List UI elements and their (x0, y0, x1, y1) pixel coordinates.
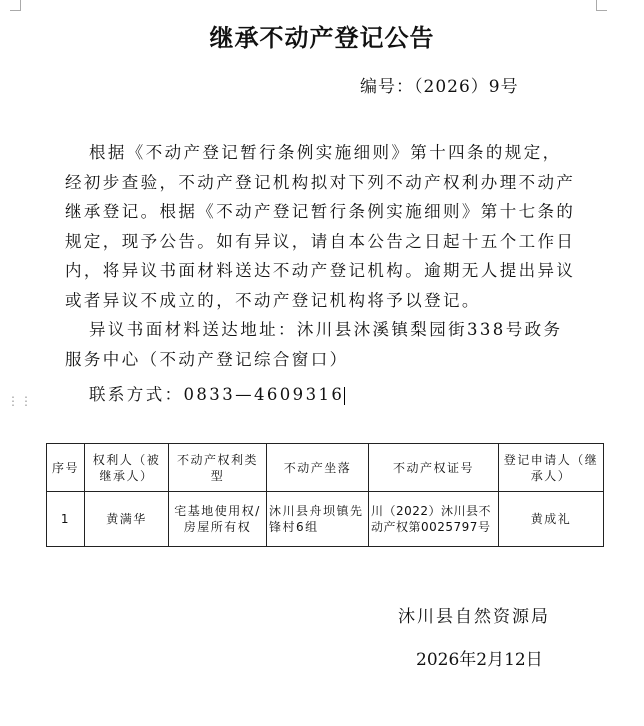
document-number: 编号：（2026）9号 (360, 77, 519, 97)
table-cell: 黄满华 (85, 492, 169, 547)
issue-date: 2026年2月12日 (416, 650, 543, 670)
issuing-organization: 沐川县自然资源局 (398, 607, 550, 627)
drag-handle-icon[interactable]: ⋮⋮ (7, 394, 33, 408)
header-cell: 不动产坐落 (267, 444, 369, 492)
paragraph-line: 经初步查验，不动产登记机构拟对下列不动产权利办理不动产 (65, 172, 576, 192)
page-corner-mark (10, 0, 21, 11)
table-cell: 沐川县舟坝镇先锋村6组 (267, 492, 369, 547)
address-line: 异议书面材料送达地址：沐川县沐溪镇梨园街338号政务 (89, 320, 563, 339)
page-corner-mark (596, 0, 607, 11)
table-cell: 1 (47, 492, 85, 547)
paragraph-line: 继承登记。根据《不动产登记暂行条例实施细则》第十七条的 (65, 202, 576, 221)
paragraph-line: 内，将异议书面材料送达不动产登记机构。逾期无人提出异议 (65, 261, 576, 280)
header-cell: 权利人（被继承人） (85, 444, 169, 492)
table-header-row (47, 444, 604, 492)
paragraph-line: 或者异议不成立的，不动产登记机构将予以登记。 (65, 290, 481, 310)
notice-table (46, 443, 604, 547)
notice-body (65, 138, 595, 410)
table-row (47, 492, 604, 547)
table-cell: 川（2022）沐川县不动产权第0025797号 (369, 492, 499, 547)
table-cell: 宅基地使用权/房屋所有权 (169, 492, 267, 547)
header-cell: 不动产权利类型 (169, 444, 267, 492)
text-cursor (344, 387, 345, 405)
contact-line (65, 380, 595, 410)
address-line: 服务中心（不动产登记综合窗口） (65, 349, 349, 369)
paragraph-line: 根据《不动产登记暂行条例实施细则》第十四条的规定， (89, 143, 562, 162)
page-title: 继承不动产登记公告 (209, 24, 435, 52)
header-cell: 序号 (47, 444, 85, 492)
contact-text: 联系方式：0833—4609316 (89, 385, 345, 404)
paragraph-line: 规定，现予公告。如有异议，请自本公告之日起十五个工作日 (65, 231, 576, 251)
header-cell: 登记申请人（继承人） (499, 444, 604, 492)
header-cell: 不动产权证号 (369, 444, 499, 492)
table-cell: 黄成礼 (499, 492, 604, 547)
